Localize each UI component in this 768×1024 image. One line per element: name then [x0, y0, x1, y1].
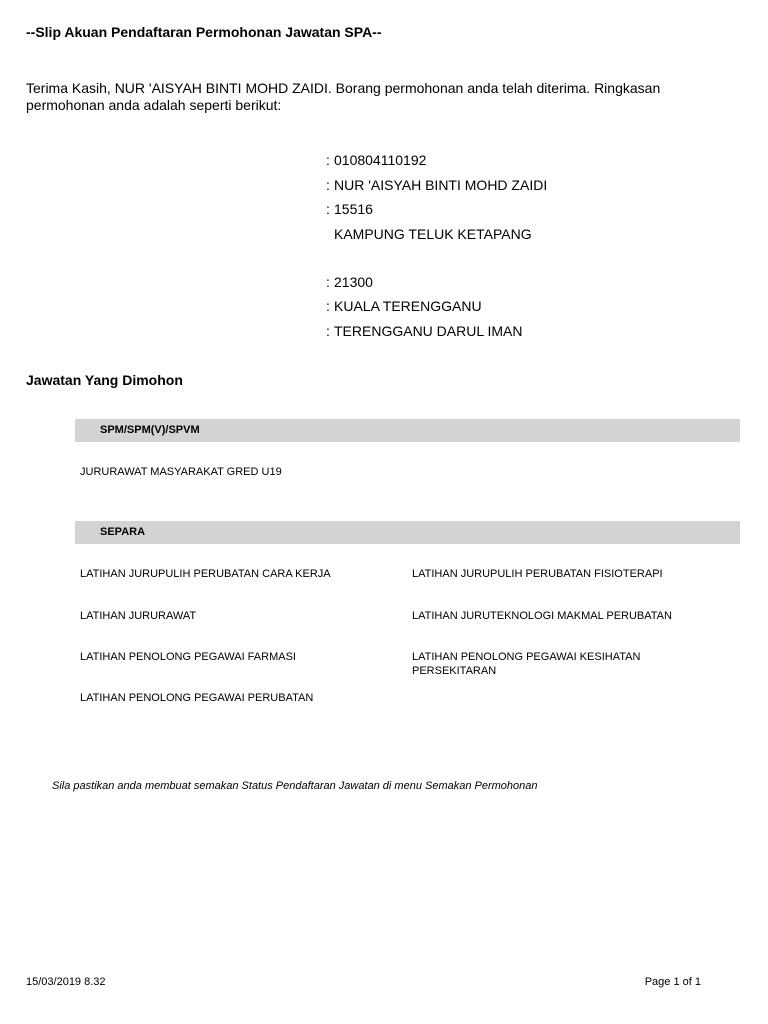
job-item: LATIHAN JURURAWAT — [80, 610, 197, 622]
footer-timestamp: 15/03/2019 8.32 — [26, 976, 106, 988]
job-item: JURURAWAT MASYARAKAT GRED U19 — [80, 466, 282, 478]
separator: : — [326, 201, 330, 217]
no-kp-value: 010804110192 — [334, 152, 427, 168]
alamat-line1: 15516 — [334, 201, 373, 217]
job-item: LATIHAN PENOLONG PEGAWAI PERUBATAN — [80, 692, 314, 704]
separator: : — [326, 177, 330, 193]
group-name: SPM/SPM(V)/SPVM — [100, 424, 200, 436]
group-header-spm — [75, 419, 740, 442]
job-item: LATIHAN PENOLONG PEGAWAI FARMASI — [80, 651, 296, 663]
group-name: SEPARA — [100, 526, 146, 538]
bandar-value: KUALA TERENGGANU — [334, 298, 482, 314]
group-header-separa — [75, 521, 740, 544]
intro-text: Terima Kasih, NUR 'AISYAH BINTI MOHD ZAIDI. Borang permohonan anda telah diterima. Ringkasan permohonan anda adalah seperti berikut: — [26, 80, 661, 113]
separator: : — [326, 274, 330, 290]
job-item: LATIHAN JURUPULIH PERUBATAN FISIOTERAPI — [412, 568, 663, 580]
footer-page-number: Page 1 of 1 — [644, 976, 701, 988]
nama-value: NUR 'AISYAH BINTI MOHD ZAIDI — [334, 177, 548, 193]
page-title: --Slip Akuan Pendaftaran Permohonan Jawatan SPA-- — [26, 24, 382, 40]
negeri-value: TERENGGANU DARUL IMAN — [334, 323, 523, 339]
separator: : — [326, 152, 330, 168]
section-title: Jawatan Yang Dimohon — [26, 372, 183, 388]
job-item: LATIHAN PENOLONG PEGAWAI KESIHATAN PERSEKITARAN — [412, 651, 641, 677]
poskod-value: 21300 — [334, 274, 373, 290]
note-text: Sila pastikan anda membuat semakan Status Pendaftaran Jawatan di menu Semakan Permohonan — [52, 780, 538, 792]
separator: : — [326, 298, 330, 314]
separator: : — [326, 323, 330, 339]
alamat-line2: KAMPUNG TELUK KETAPANG — [334, 226, 532, 242]
job-item: LATIHAN JURUTEKNOLOGI MAKMAL PERUBATAN — [412, 610, 672, 622]
job-item: LATIHAN JURUPULIH PERUBATAN CARA KERJA — [80, 568, 331, 580]
